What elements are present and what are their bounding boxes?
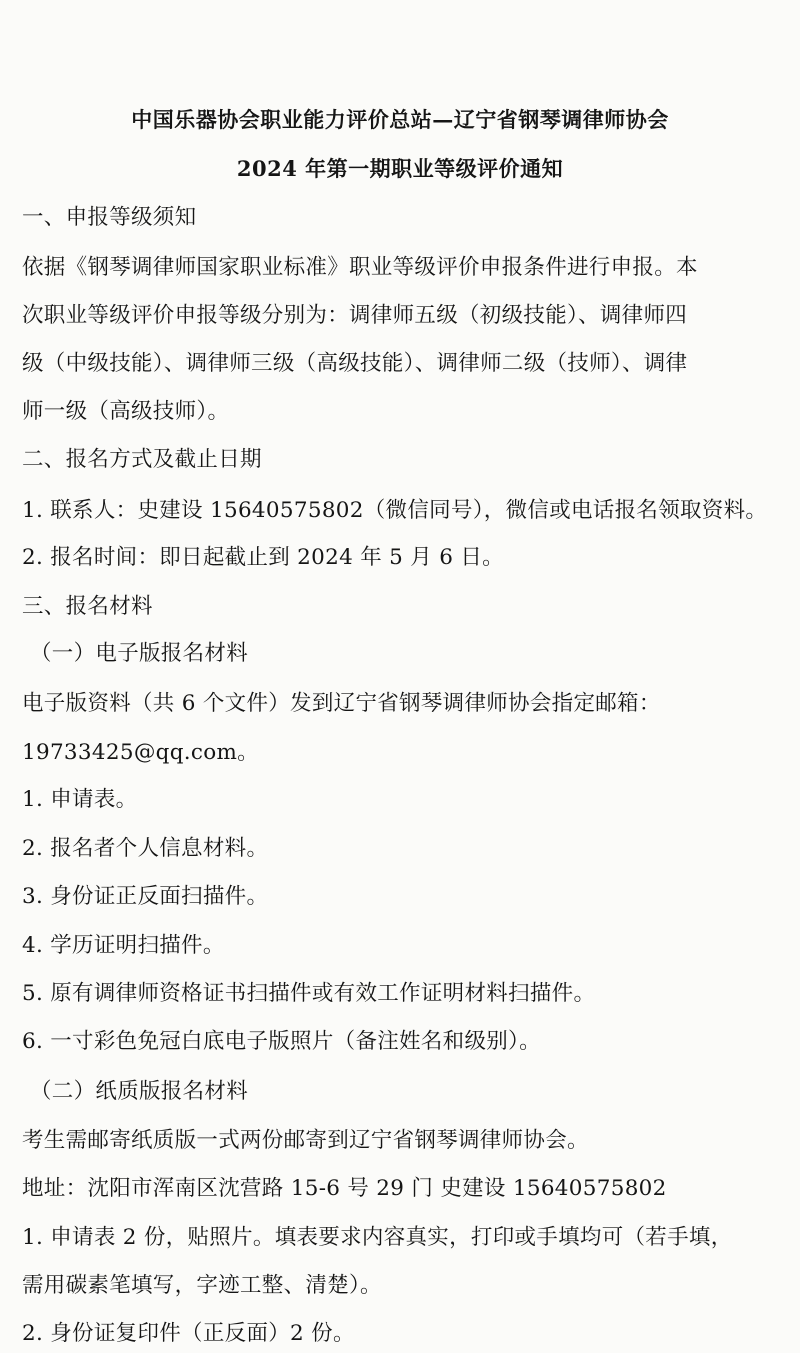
- list-item: 1. 申请表。: [22, 787, 138, 812]
- subsection2-heading: （二）纸质版报名材料: [30, 1079, 249, 1104]
- document-title-line1: 中国乐器协会职业能力评价总站—辽宁省钢琴调律师协会: [131, 107, 669, 132]
- section2-heading: 二、报名方式及截止日期: [22, 447, 262, 472]
- section1-para-line: 次职业等级评价申报等级分别为：调律师五级（初级技能）、调律师四: [22, 303, 688, 328]
- email-address: 19733425@qq.com。: [22, 740, 259, 765]
- section2-item: 1. 联系人：史建设 15640575802（微信同号），微信或电话报名领取资料。: [22, 498, 768, 523]
- list-item: 需用碳素笔填写，字迹工整、清楚）。: [22, 1273, 382, 1298]
- section1-para-line: 级（中级技能）、调律师三级（高级技能）、调律师二级（技师）、调律: [22, 351, 688, 376]
- section3-heading: 三、报名材料: [22, 594, 153, 619]
- section1-para-line: 依据《钢琴调律师国家职业标准》职业等级评价申报条件进行申报。本: [22, 255, 698, 280]
- list-item: 3. 身份证正反面扫描件。: [22, 884, 269, 909]
- section2-item: 2. 报名时间：即日起截止到 2024 年 5 月 6 日。: [22, 545, 504, 570]
- list-item: 4. 学历证明扫描件。: [22, 933, 225, 958]
- list-item: 2. 身份证复印件（正反面）2 份。: [22, 1321, 355, 1346]
- subsection1-intro: 电子版资料（共 6 个文件）发到辽宁省钢琴调律师协会指定邮箱：: [22, 691, 661, 716]
- list-item: 5. 原有调律师资格证书扫描件或有效工作证明材料扫描件。: [22, 981, 596, 1006]
- list-item: 1. 申请表 2 份，贴照片。填表要求内容真实，打印或手填均可（若手填，: [22, 1225, 733, 1250]
- mailing-address: 地址：沈阳市浑南区沈营路 15-6 号 29 门 史建设 15640575802: [22, 1176, 667, 1201]
- document-title-line2: 2024 年第一期职业等级评价通知: [236, 156, 564, 181]
- subsection2-intro: 考生需邮寄纸质版一式两份邮寄到辽宁省钢琴调律师协会。: [22, 1128, 589, 1153]
- list-item: 2. 报名者个人信息材料。: [22, 836, 269, 861]
- list-item: 6. 一寸彩色免冠白底电子版照片（备注姓名和级别）。: [22, 1029, 541, 1054]
- subsection1-heading: （一）电子版报名材料: [30, 641, 249, 666]
- section1-para-line: 师一级（高级技师）。: [22, 399, 230, 424]
- section1-heading: 一、申报等级须知: [22, 205, 197, 230]
